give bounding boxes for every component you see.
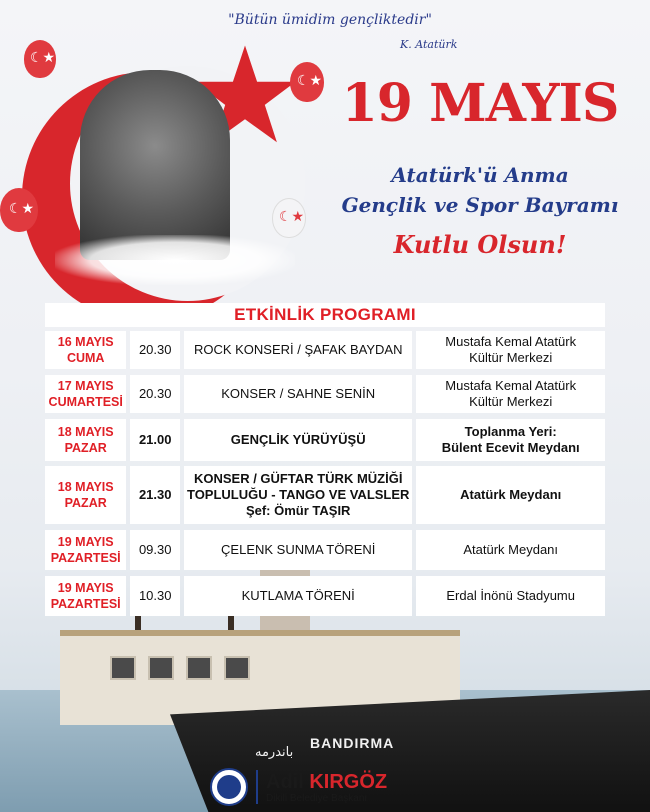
ataturk-portrait bbox=[80, 70, 230, 260]
balloon-icon: ☾★ bbox=[0, 188, 38, 232]
ship-window bbox=[110, 656, 136, 680]
mayor-last-name: KIRGÖZ bbox=[309, 770, 388, 793]
program-event: KUTLAMA TÖRENİ bbox=[184, 576, 412, 616]
program-row bbox=[45, 419, 605, 461]
balloon-icon: ☾★ bbox=[290, 62, 324, 102]
ship-window bbox=[148, 656, 174, 680]
municipality-logo-icon bbox=[210, 768, 248, 806]
ship-window bbox=[224, 656, 250, 680]
program-date: 16 MAYIS CUMA bbox=[45, 331, 126, 369]
ship-name: BANDIRMA bbox=[310, 735, 395, 751]
program-event: GENÇLİK YÜRÜYÜŞÜ bbox=[184, 419, 412, 461]
program-time: 10.30 bbox=[130, 576, 180, 616]
program-time: 09.30 bbox=[130, 530, 180, 570]
mayor-name bbox=[266, 771, 387, 793]
program-row bbox=[45, 331, 605, 369]
subtitle-line2: Gençlik ve Spor Bayramı bbox=[341, 193, 619, 217]
program-place: Atatürk Meydanı bbox=[416, 530, 605, 570]
program-place: Toplanma Yeri: Bülent Ecevit Meydanı bbox=[416, 419, 605, 461]
program-row bbox=[45, 576, 605, 616]
footer-divider bbox=[256, 770, 258, 804]
mayor-block bbox=[266, 771, 387, 804]
mayor-first-name: Adil bbox=[266, 770, 304, 793]
program-date: 18 MAYIS PAZAR bbox=[45, 466, 126, 524]
program-event: ROCK KONSERİ / ŞAFAK BAYDAN bbox=[184, 331, 412, 369]
program-time: 20.30 bbox=[130, 331, 180, 369]
program-date: 19 MAYIS PAZARTESİ bbox=[45, 530, 126, 570]
program-event: KONSER / GÜFTAR TÜRK MÜZİĞİ TOPLULUĞU - TANGO VE VALSLER Şef: Ömür TAŞIR bbox=[184, 466, 412, 524]
signature: K. Atatürk bbox=[400, 38, 458, 51]
quote-text: "Bütün ümidim gençliktedir" bbox=[228, 12, 432, 28]
program-time: 21.30 bbox=[130, 466, 180, 524]
footer-signature bbox=[210, 766, 440, 808]
main-title: 19 MAYIS bbox=[341, 73, 619, 134]
program-place: Mustafa Kemal Atatürk Kültür Merkezi bbox=[416, 331, 605, 369]
mayor-title: Dikili Belediye Başkanı bbox=[266, 792, 368, 804]
ship-arabic-name: باندرمه bbox=[255, 745, 294, 760]
greeting-text: Kutlu Olsun! bbox=[393, 230, 567, 259]
program-time: 21.00 bbox=[130, 419, 180, 461]
balloon-icon: ☾★ bbox=[24, 40, 56, 78]
program-event: KONSER / SAHNE SENİN bbox=[184, 375, 412, 413]
program-row bbox=[45, 466, 605, 524]
subtitle-line1: Atatürk'ü Anma bbox=[391, 163, 569, 187]
program-event: ÇELENK SUNMA TÖRENİ bbox=[184, 530, 412, 570]
program-date: 18 MAYIS PAZAR bbox=[45, 419, 126, 461]
program-place: Atatürk Meydanı bbox=[416, 466, 605, 524]
program-place: Erdal İnönü Stadyumu bbox=[416, 576, 605, 616]
program-date: 19 MAYIS PAZARTESİ bbox=[45, 576, 126, 616]
program-place: Mustafa Kemal Atatürk Kültür Merkezi bbox=[416, 375, 605, 413]
program-heading: ETKİNLİK PROGRAMI bbox=[45, 303, 605, 327]
program-row bbox=[45, 375, 605, 413]
program-row bbox=[45, 530, 605, 570]
program-time: 20.30 bbox=[130, 375, 180, 413]
subtitle bbox=[330, 160, 630, 220]
cloud-decoration bbox=[55, 235, 295, 285]
balloon-icon: ☾★ bbox=[272, 198, 306, 238]
ship-window bbox=[186, 656, 212, 680]
program-date: 17 MAYIS CUMARTESİ bbox=[45, 375, 126, 413]
